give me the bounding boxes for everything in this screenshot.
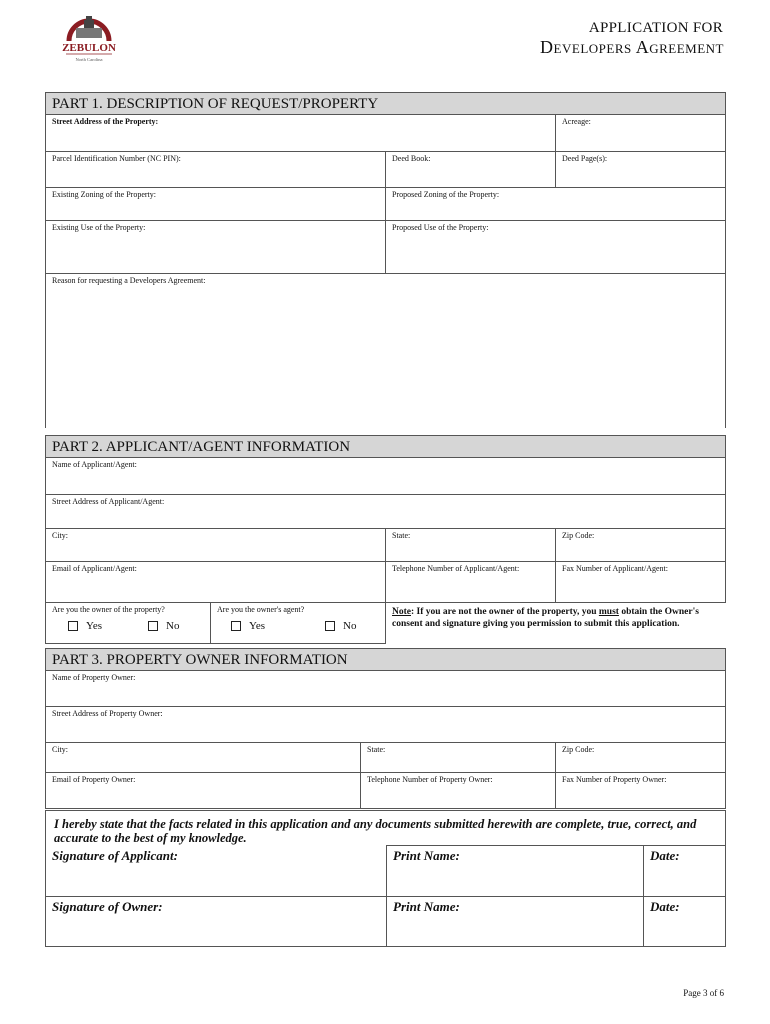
zebulon-logo bbox=[56, 14, 122, 64]
owner-telephone-label: Telephone Number of Property Owner: bbox=[367, 775, 493, 784]
reason-label: Reason for requesting a Developers Agreement: bbox=[52, 276, 206, 285]
applicant-signature-label: Signature of Applicant: bbox=[52, 847, 178, 863]
agent-no-label: No bbox=[343, 620, 357, 632]
applicant-city-field[interactable] bbox=[46, 529, 386, 562]
owner-date-field[interactable] bbox=[644, 897, 726, 947]
note-must: must bbox=[598, 607, 619, 617]
logo-name: ZEBULON bbox=[62, 42, 116, 54]
applicant-name-label: Name of Applicant/Agent: bbox=[52, 460, 137, 469]
proposed-zoning-label: Proposed Zoning of the Property: bbox=[392, 190, 500, 199]
owner-fax-label: Fax Number of Property Owner: bbox=[562, 775, 667, 784]
existing-zoning-label: Existing Zoning of the Property: bbox=[52, 190, 156, 199]
parcel-id-label: Parcel Identification Number (NC PIN): bbox=[52, 154, 181, 163]
owner-no-checkbox[interactable] bbox=[148, 621, 158, 631]
applicant-city-label: City: bbox=[52, 531, 69, 540]
owner-state-field[interactable] bbox=[361, 743, 556, 773]
part1-heading: PART 1. DESCRIPTION OF REQUEST/PROPERTY bbox=[46, 93, 726, 115]
owner-street-label: Street Address of Property Owner: bbox=[52, 709, 163, 718]
applicant-state-field[interactable] bbox=[386, 529, 556, 562]
part2-heading: PART 2. APPLICANT/AGENT INFORMATION bbox=[46, 436, 726, 458]
applicant-fax-label: Fax Number of Applicant/Agent: bbox=[562, 564, 668, 573]
acreage-field[interactable] bbox=[556, 115, 726, 152]
owner-print-name-label: Print Name: bbox=[393, 899, 460, 914]
owner-signature-label: Signature of Owner: bbox=[52, 899, 163, 914]
deed-book-label: Deed Book: bbox=[392, 154, 431, 163]
part3-heading: PART 3. PROPERTY OWNER INFORMATION bbox=[46, 649, 726, 671]
owner-no-label: No bbox=[166, 620, 180, 632]
note-text-1: : If you are not the owner of the property, you bbox=[411, 607, 599, 617]
reason-field[interactable] bbox=[46, 274, 726, 428]
applicant-street-field[interactable] bbox=[46, 495, 726, 529]
form-title-line2: Developers Agreement bbox=[540, 37, 724, 57]
certification-table bbox=[45, 810, 726, 947]
deed-book-field[interactable] bbox=[386, 152, 556, 188]
page-number: Page 3 of 6 bbox=[683, 988, 724, 998]
applicant-email-label: Email of Applicant/Agent: bbox=[52, 564, 137, 573]
deed-pages-label: Deed Page(s): bbox=[562, 154, 608, 163]
owner-yes-label: Yes bbox=[86, 620, 103, 632]
form-title-line1: APPLICATION FOR bbox=[588, 20, 723, 36]
agent-question-cell bbox=[211, 603, 386, 644]
applicant-date-field[interactable] bbox=[644, 846, 726, 897]
agent-yes-label: Yes bbox=[249, 620, 266, 632]
logo-sub: North Carolina bbox=[75, 57, 103, 62]
agent-yes-checkbox[interactable] bbox=[231, 621, 241, 631]
applicant-zip-label: Zip Code: bbox=[562, 531, 595, 540]
owner-question-cell bbox=[46, 603, 211, 644]
street-address-field[interactable] bbox=[46, 115, 556, 152]
part1-table bbox=[45, 92, 726, 428]
owner-street-field[interactable] bbox=[46, 707, 726, 743]
owner-email-field[interactable] bbox=[46, 773, 361, 809]
applicant-print-name-label: Print Name: bbox=[393, 848, 460, 863]
owner-name-label: Name of Property Owner: bbox=[52, 673, 136, 682]
agent-no-checkbox[interactable] bbox=[325, 621, 335, 631]
agent-question-label: Are you the owner's agent? bbox=[217, 605, 305, 614]
owner-state-label: State: bbox=[367, 745, 386, 754]
applicant-date-label: Date: bbox=[650, 848, 680, 863]
owner-city-label: City: bbox=[52, 745, 69, 754]
owner-date-label: Date: bbox=[650, 899, 680, 914]
applicant-fax-field[interactable] bbox=[556, 562, 726, 603]
applicant-state-label: State: bbox=[392, 531, 411, 540]
note-label: Note bbox=[392, 607, 411, 617]
part3-table bbox=[45, 648, 726, 809]
existing-use-label: Existing Use of the Property: bbox=[52, 223, 146, 232]
owner-print-name-field[interactable] bbox=[387, 897, 644, 947]
owner-email-label: Email of Property Owner: bbox=[52, 775, 136, 784]
owner-name-field[interactable] bbox=[46, 671, 726, 707]
applicant-telephone-label: Telephone Number of Applicant/Agent: bbox=[392, 564, 520, 573]
owner-zip-label: Zip Code: bbox=[562, 745, 595, 754]
proposed-use-field[interactable] bbox=[386, 221, 726, 274]
applicant-print-name-field[interactable] bbox=[387, 846, 644, 897]
existing-zoning-field[interactable] bbox=[46, 188, 386, 221]
note-text-2: obtain the Owner's consent and signature giving you permission to submit this application. bbox=[392, 607, 699, 629]
owner-zip-field[interactable] bbox=[556, 743, 726, 773]
part2-table bbox=[45, 435, 726, 644]
deed-pages-field[interactable] bbox=[556, 152, 726, 188]
owner-fax-field[interactable] bbox=[556, 773, 726, 809]
applicant-street-label: Street Address of Applicant/Agent: bbox=[52, 497, 165, 506]
applicant-zip-field[interactable] bbox=[556, 529, 726, 562]
parcel-id-field[interactable] bbox=[46, 152, 386, 188]
street-address-label: Street Address of the Property: bbox=[52, 117, 159, 126]
proposed-use-label: Proposed Use of the Property: bbox=[392, 223, 489, 232]
owner-yes-checkbox[interactable] bbox=[68, 621, 78, 631]
owner-city-field[interactable] bbox=[46, 743, 361, 773]
owner-telephone-field[interactable] bbox=[361, 773, 556, 809]
owner-question-label: Are you the owner of the property? bbox=[52, 605, 165, 614]
acreage-label: Acreage: bbox=[562, 117, 591, 126]
proposed-zoning-field[interactable] bbox=[386, 188, 726, 221]
existing-use-field[interactable] bbox=[46, 221, 386, 274]
applicant-name-field[interactable] bbox=[46, 458, 726, 495]
certification-statement: I hereby state that the facts related in this application and any documents submitted herewith are complete, true, correct, and accurate to the best of my knowledge. bbox=[54, 817, 697, 845]
certification-statement-cell bbox=[46, 811, 726, 846]
applicant-email-field[interactable] bbox=[46, 562, 386, 603]
owner-signature-field[interactable] bbox=[46, 897, 387, 947]
owner-note bbox=[386, 603, 726, 644]
applicant-signature-field[interactable] bbox=[46, 846, 387, 897]
applicant-telephone-field[interactable] bbox=[386, 562, 556, 603]
